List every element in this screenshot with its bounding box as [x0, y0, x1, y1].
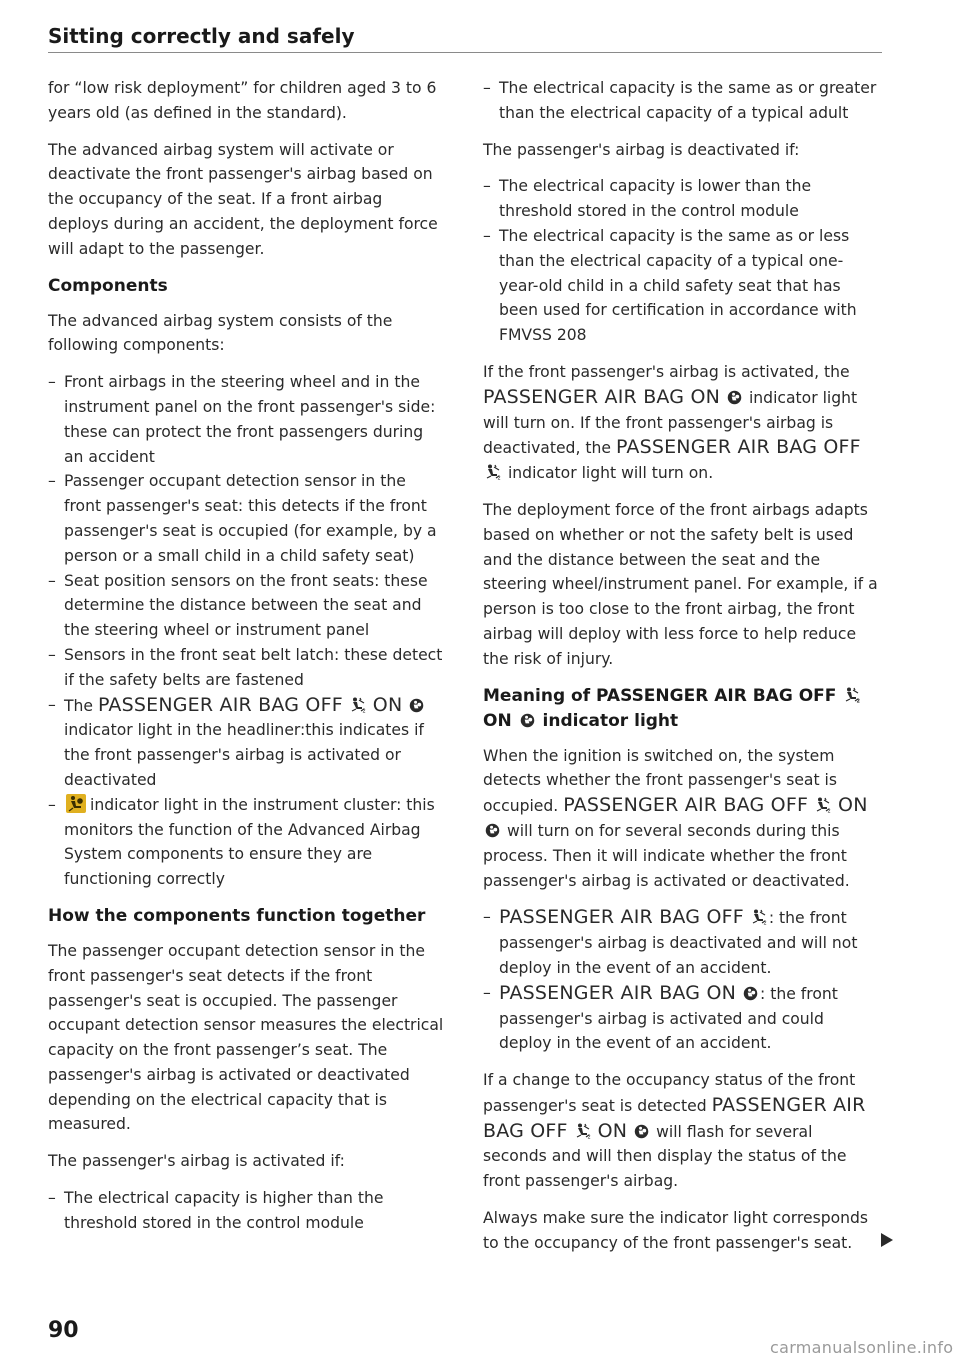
passenger-airbag-on-icon [634, 1124, 649, 1139]
list-item: – The electrical capacity is lower than the threshold stored in the control module [483, 174, 881, 224]
indicator-label-on: PASSENGER AIR BAG ON [483, 385, 721, 408]
passenger-airbag-off-icon [350, 697, 366, 713]
text: If the front passenger's airbag is activated, the [483, 362, 850, 381]
text: When the ignition is switched on, the system detects whether the front passenger's seat is occupied. [483, 746, 838, 816]
passenger-airbag-on-icon [409, 698, 424, 713]
paragraph [483, 360, 881, 486]
left-column [48, 76, 446, 1248]
indicator-label-off: PASSENGER AIR BAG OFF [563, 794, 809, 817]
airbag-warning-icon [66, 794, 86, 813]
indicator-label-off: PASSENGER AIR BAG OFF [483, 1093, 866, 1142]
indicator-meaning-list [483, 905, 881, 1056]
indicator-label-on: ON [597, 1119, 628, 1142]
list-item: – Passenger occupant detection sensor in the front passenger's seat: this detects if the front passenger's seat is occupied (for example, by a person or a small child in a child safety seat) [48, 469, 446, 568]
list-item: – Seat position sensors on the front seats: these determine the distance between the seat and the steering wheel or instrument panel [48, 569, 446, 643]
text: indicator light in the instrument cluster: this monitors the function of the Advanced Airbag System components to ensure they are functioning correctly [64, 795, 435, 889]
text: If a change to the occupancy status of the front passenger's seat is detected [483, 1071, 856, 1115]
list-item [48, 693, 446, 793]
section-heading-together: How the components function together [48, 905, 426, 926]
paragraph: The passenger's airbag is activated if: [48, 1152, 345, 1171]
list-item: – The electrical capacity is the same as or greater than the electrical capacity of a typical adult [483, 76, 881, 126]
passenger-airbag-off-icon [815, 797, 831, 813]
paragraph: Always make sure the indicator light corresponds to the occupancy of the front passenger's seat. [483, 1209, 869, 1252]
passenger-airbag-off-icon [751, 909, 767, 925]
indicator-label-off: PASSENGER AIR BAG OFF [97, 693, 343, 716]
heading-text: indicator light [542, 710, 679, 731]
text: : the front passenger's airbag is activated and could deploy in the event of an accident. [499, 984, 838, 1053]
text: will flash for several seconds and will then display the status of the front passenger's airbag. [483, 1122, 847, 1191]
paragraph: The passenger occupant detection sensor in the front passenger's seat detects if the front passenger's seat is occupied. The passenger occupant detection sensor measures the electrical capacity on the front passenger’s seat. The passenger's airbag is activated or deactivated depending on the electrical capacity that is measured. [48, 941, 444, 1134]
continue-arrow-icon [880, 1232, 894, 1248]
passenger-airbag-on-icon [485, 823, 500, 838]
indicator-label-off: PASSENGER AIR BAG OFF [615, 436, 861, 459]
page-title: Sitting correctly and safely [48, 24, 355, 48]
indicator-label-on: PASSENGER AIR BAG ON [499, 981, 737, 1004]
indicator-label-off: PASSENGER AIR BAG OFF [499, 906, 744, 929]
deactivated-list [483, 174, 881, 348]
heading-text: Meaning of PASSENGER AIR BAG OFF [483, 685, 837, 706]
passenger-airbag-off-icon [844, 687, 860, 703]
right-column [483, 76, 881, 1268]
paragraph: The passenger's airbag is deactivated if: [483, 140, 800, 159]
paragraph: The advanced airbag system consists of the following components: [48, 311, 393, 355]
page-number: 90 [48, 1318, 79, 1343]
text: The [64, 696, 94, 715]
watermark: carmanualsonline.info [770, 1338, 954, 1357]
list-item: – Sensors in the front seat belt latch: these detect if the safety belts are fastened [48, 643, 446, 693]
section-heading-components: Components [48, 275, 168, 296]
list-item [483, 981, 881, 1056]
indicator-label-on: ON [372, 693, 403, 716]
passenger-airbag-on-icon [727, 390, 742, 405]
components-list [48, 370, 446, 892]
list-item [48, 793, 446, 892]
text: indicator light will turn on. [507, 464, 714, 483]
paragraph [483, 744, 881, 894]
header-rule [48, 52, 882, 53]
passenger-airbag-off-icon [575, 1123, 591, 1139]
passenger-airbag-off-icon [485, 464, 501, 480]
passenger-airbag-on-icon [520, 713, 535, 728]
paragraph: for “low risk deployment” for children aged 3 to 6 years old (as defined in the standard). [48, 79, 437, 122]
section-heading-meaning [483, 684, 881, 734]
activated-list-continued [483, 76, 881, 126]
list-item: – The electrical capacity is higher than the threshold stored in the control module [48, 1186, 446, 1236]
list-item: – The electrical capacity is the same as or less than the electrical capacity of a typical one-year-old child in a child safety seat that has been used for certification in accordance with FMVSS 208 [483, 224, 881, 348]
paragraph [483, 1068, 881, 1194]
text: indicator light in the headliner:this indicates if the front passenger's airbag is activated or deactivated [64, 721, 424, 789]
paragraph: The deployment force of the front airbags adapts based on whether or not the safety belt is used and the distance between the seat and the steering wheel/instrument panel. For example, if a person is too close to the front airbag, the front airbag will deploy with less force to help reduce the risk of injury. [483, 500, 878, 668]
text: will turn on for several seconds during this process. Then it will indicate whether the front passenger's airbag is activated or deactivated. [483, 821, 850, 890]
passenger-airbag-on-icon [743, 986, 758, 1001]
paragraph: The advanced airbag system will activate or deactivate the front passenger's airbag based on the occupancy of the seat. If a front airbag deploys during an accident, the deployment force will adapt to the passenger. [48, 140, 438, 258]
list-item [483, 905, 881, 980]
text: : the front passenger's airbag is deactivated and will not deploy in the event of an accident. [499, 909, 858, 977]
indicator-label-on: ON [838, 794, 868, 817]
activated-list [48, 1186, 446, 1236]
list-item: – Front airbags in the steering wheel and in the instrument panel on the front passenger's side: these can protect the front passengers during an accident [48, 370, 446, 469]
heading-text: ON [483, 710, 512, 731]
text: indicator light will turn on. If the front passenger's airbag is deactivated, the [483, 388, 858, 458]
